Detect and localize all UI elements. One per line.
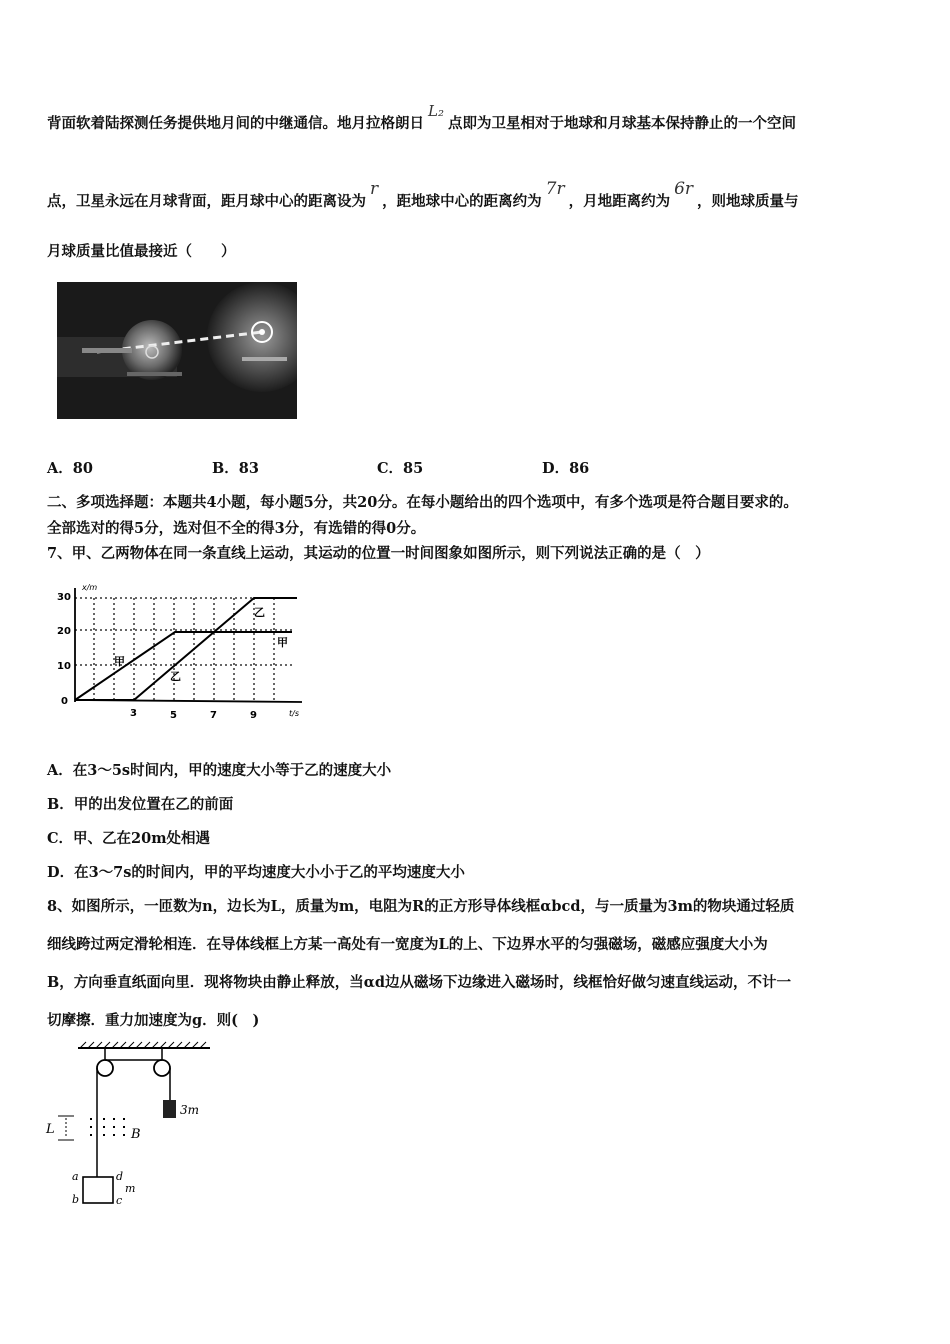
pulley-right	[154, 1060, 170, 1076]
y-tick-30: 30	[57, 592, 71, 603]
q6-text: ，距地球中心的距离约为	[382, 193, 542, 210]
label-yi-2: 乙	[254, 606, 265, 619]
block-3m	[163, 1100, 176, 1118]
q8-line3: B，方向垂直纸面向里．现将物块由静止释放，当αd边从磁场下边缘进入磁场时，线框恰好做匀速直线运动，不计一	[47, 974, 792, 991]
q8-pulley-figure	[40, 1040, 220, 1210]
label-m: m	[125, 1182, 136, 1195]
label-yi-1: 乙	[170, 670, 181, 683]
q6-option-c[interactable]: C．85	[377, 460, 424, 477]
q7-position-time-graph	[57, 580, 317, 730]
q7-option-c[interactable]: C．甲、乙在20m处相遇	[47, 830, 211, 847]
q7-option-a[interactable]: A．在3～5s时间内，甲的速度大小等于乙的速度大小	[47, 762, 392, 779]
x-axis-label: t/s	[289, 709, 299, 718]
label-b: b	[72, 1193, 80, 1206]
q6-line2	[47, 179, 799, 211]
q6-text: 点即为卫星相对于地球和月球基本保持静止的一个空间	[447, 115, 796, 132]
q8-line2: 细线跨过两定滑轮相连．在导体线框上方某一高处有一宽度为L的上、下边界水平的匀强磁场，磁感应强度大小为	[47, 936, 768, 953]
section2-line1: 二、多项选择题：本题共4小题，每小题5分，共20分。在每小题给出的四个选项中，有多个选项是符合题目要求的。	[47, 494, 798, 511]
q6-option-a[interactable]: A．80	[47, 460, 93, 477]
earth-moon-photo	[57, 282, 297, 419]
pulley-left	[97, 1060, 113, 1076]
q7-option-d[interactable]: D．在3～7s的时间内，甲的平均速度大小小于乙的平均速度大小	[47, 864, 465, 881]
label-jia-1: 甲	[114, 655, 125, 668]
x-tick-9: 9	[250, 710, 257, 721]
q6-text: ，月地距离约为	[568, 193, 671, 210]
x-tick-3: 3	[130, 708, 137, 719]
q6-line3: 月球质量比值最接近（ ）	[47, 243, 236, 260]
var-7r: 7r	[545, 179, 565, 199]
q6-text: ，则地球质量与	[697, 193, 799, 210]
label-c: c	[116, 1194, 123, 1207]
q6-text: 点，卫星永远在月球背面，距月球中心的距离设为	[47, 193, 366, 210]
label-B: B	[131, 1127, 141, 1142]
label-a: a	[72, 1170, 79, 1183]
q6-option-b[interactable]: B．83	[212, 460, 259, 477]
q6-option-d[interactable]: D．86	[542, 460, 590, 477]
var-L2: L₂	[428, 102, 444, 120]
label-d: d	[116, 1170, 124, 1183]
label-L: L	[46, 1122, 55, 1137]
y-tick-0: 0	[61, 696, 68, 707]
label-jia-2: 甲	[277, 636, 288, 649]
y-tick-20: 20	[57, 626, 71, 637]
y-axis-label: x/m	[82, 583, 98, 592]
q6-text: 背面软着陆探测任务提供地月间的中继通信。地月拉格朗日	[47, 115, 424, 132]
q8-line1: 8、如图所示，一匝数为n，边长为L，质量为m，电阻为R的正方形导体线框αbcd，与一质量为3m的物块通过轻质	[47, 898, 795, 915]
var-6r: 6r	[674, 179, 694, 199]
section2-line2: 全部选对的得5分，选对但不全的得3分，有选错的得0分。	[47, 520, 426, 537]
label-3m: 3m	[180, 1103, 200, 1117]
y-tick-10: 10	[57, 661, 71, 672]
q8-line4: 切摩擦．重力加速度为g．则( )	[47, 1012, 260, 1029]
x-tick-7: 7	[210, 710, 217, 721]
square-loop	[83, 1177, 113, 1203]
q6-line1	[47, 102, 796, 133]
q7-stem: 7、甲、乙两物体在同一条直线上运动，其运动的位置一时间图象如图所示，则下列说法正确的是（ ）	[47, 545, 710, 562]
q7-option-b[interactable]: B．甲的出发位置在乙的前面	[47, 796, 234, 813]
var-r: r	[370, 179, 379, 199]
x-tick-5: 5	[170, 710, 177, 721]
